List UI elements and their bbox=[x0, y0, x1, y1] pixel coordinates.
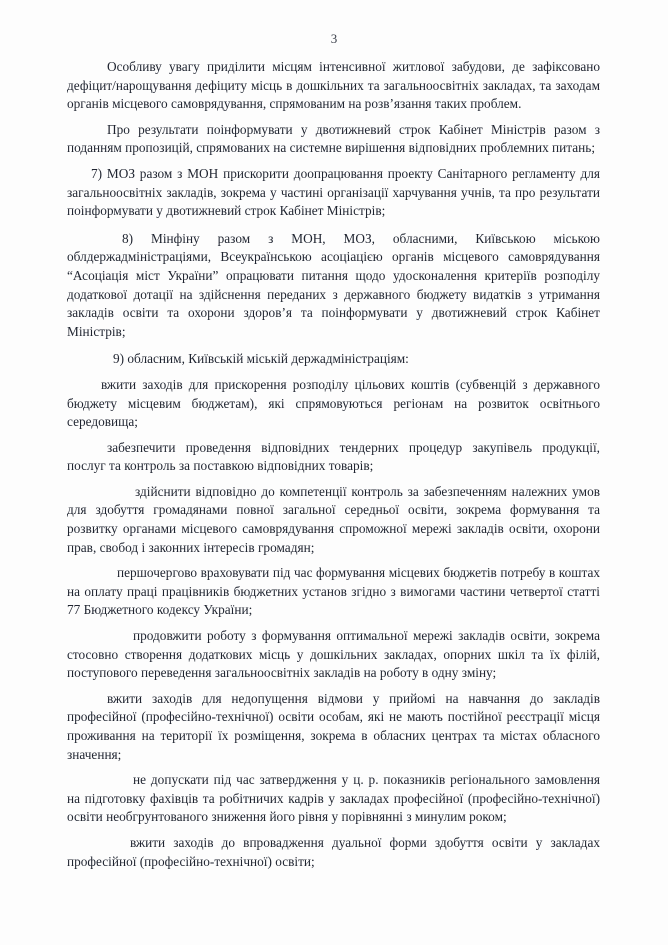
paragraph-item-7: 7) МОЗ разом з МОН прискорити доопрацювання проекту Санітарного регламенту для загальноосвітніх закладів, зокрема у частині організації харчування учнів, та про результати поінформувати у двотижневий строк Кабінет Міністрів; bbox=[67, 165, 600, 219]
paragraph-budget-salaries: першочергово враховувати під час формування місцевих бюджетів потребу в коштах на оплату праці працівників бюджетних установ згідно з вимогами частини четвертої статті 77 Бюджетного кодексу України; bbox=[67, 565, 600, 618]
paragraph-school-network: продовжити роботу з формування оптимальної мережі закладів освіти, зокрема стосовно створення додаткових місць у дошкільних закладах, опорних шкіл та їх філій, поступового переведення загальноосвітніх закладів на роботу в одну зміну; bbox=[67, 628, 600, 681]
paragraph-subventions: вжити заходів для прискорення розподілу цільових коштів (субвенцій з державного бюджету місцевим бюджетам), які спрямовуються регіонам на розвиток освітнього середовища; bbox=[67, 376, 600, 430]
paragraph-admission: вжити заходів для недопущення відмови у прийомі на навчання до закладів професійної (професійно-технічної) освіти особам, які не мають постійної реєстрації місця проживання на території їх розміщення, зокрема в обласних центрах та містах обласного значення; bbox=[67, 690, 600, 762]
paragraph-intensive-housing: Особливу увагу приділити місцям інтенсивної житлової забудови, де зафіксовано дефіцит/нарощування дефіциту місць в дошкільних та загальноосвітніх закладах, та заходам органів місцевого самоврядування, спрямованим на розв’язання таких проблем. bbox=[67, 59, 600, 112]
paragraph-item-8: 8) Мінфіну разом з МОН, МОЗ, обласними, Київською міською облдержадміністраціями, Всеукраїнською асоціацією органів місцевого самоврядування “Асоціація міст України” опрацювати питання щодо удосконалення критеріїв розподілу додаткової дотації на здійснення переданих з державного бюджету видатків з утримання закладів освіти та охорони здоров’я та поінформувати у двотижневий строк Кабінет Міністрів; bbox=[67, 230, 600, 339]
paragraph-dual-education: вжити заходів до впровадження дуальної форми здобуття освіти у закладах професійної (професійно-технічної) освіти; bbox=[67, 834, 600, 869]
paragraph-regional-order: не допускати під час затвердження у ц. р. показників регіонального замовлення на підготовку фахівців та робітничих кадрів у закладах професійної (професійно-технічної) освіти необгрунтованого зниження його рівня у порівнянні з минулим роком; bbox=[67, 772, 600, 825]
paragraph-control: здійснити відповідно до компетенції контроль за забезпеченням належних умов для здобуття громадянами повної загальної середньої освіти, зокрема формування та розвитку органами місцевого самоврядування спроможної мережі закладів освіти, охорони прав, свобод і законних інтересів громадян; bbox=[67, 483, 600, 555]
paragraph-report-cabinet: Про результати поінформувати у двотижневий строк Кабінет Міністрів разом з поданням пропозицій, спрямованих на системне вирішення відповідних проблемних питань; bbox=[67, 121, 600, 156]
page-number: 3 bbox=[330, 31, 338, 46]
paragraph-tenders: забезпечити проведення відповідних тендерних процедур закупівель продукції, послуг та контроль за поставкою відповідних товарів; bbox=[67, 439, 600, 474]
document-body bbox=[67, 58, 600, 878]
paragraph-item-9: 9) обласним, Київській міській держадміністраціям: bbox=[113, 351, 409, 367]
